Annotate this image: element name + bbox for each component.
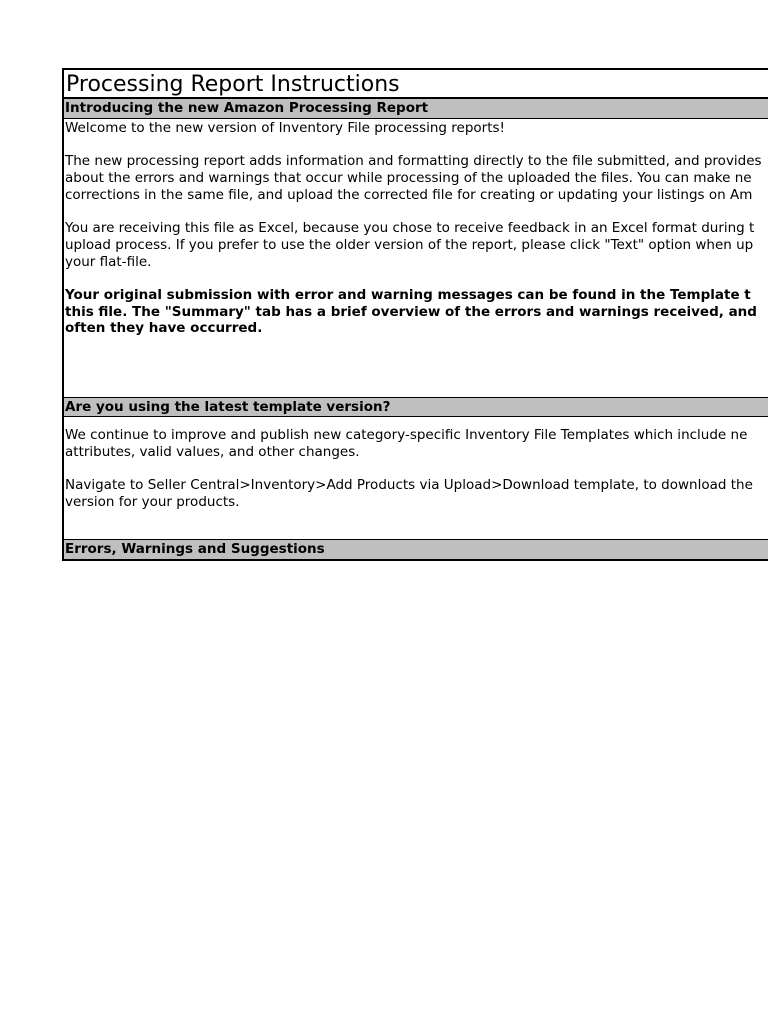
section-header-errors: Errors, Warnings and Suggestions — [64, 539, 768, 559]
template-paragraph-1-line-2: attributes, valid values, and other changes. — [65, 443, 360, 460]
intro-paragraph-3-line-3: your flat-file. — [65, 253, 152, 270]
section-header-intro: Introducing the new Amazon Processing Report — [64, 99, 768, 119]
intro-paragraph-4-line-3: often they have occurred. — [65, 320, 263, 337]
intro-paragraph-3-line-2: upload process. If you prefer to use the older version of the report, please click "Text" option when up — [65, 236, 754, 253]
template-paragraph-1-line-1: We continue to improve and publish new category-specific Inventory File Templates which include ne — [65, 427, 748, 443]
intro-paragraph-4-line-2: this file. The "Summary" tab has a brief overview of the errors and warnings received, and — [65, 303, 757, 320]
section-body-intro — [64, 119, 768, 397]
intro-paragraph-3-line-1: You are receiving this file as Excel, because you chose to receive feedback in an Excel format during t — [65, 220, 755, 237]
intro-paragraph-4-line-1: Your original submission with error and warning messages can be found in the Template t — [65, 286, 751, 303]
instructions-sheet — [62, 68, 768, 561]
template-paragraph-2-line-2: version for your products. — [65, 493, 240, 510]
intro-paragraph-2-line-2: about the errors and warnings that occur while processing of the uploaded the files. You can make ne — [65, 170, 752, 187]
intro-paragraph-2-line-3: corrections in the same file, and upload the corrected file for creating or updating your listings on Am — [65, 186, 753, 203]
intro-paragraph-2-line-1: The new processing report adds information and formatting directly to the file submitted, and provides — [65, 153, 762, 170]
page-title: Processing Report Instructions — [64, 70, 768, 99]
section-body-template — [64, 417, 768, 539]
section-header-template: Are you using the latest template version? — [64, 397, 768, 417]
template-paragraph-2-line-1: Navigate to Seller Central>Inventory>Add Products via Upload>Download template, to download the — [65, 477, 753, 494]
intro-paragraph-1: Welcome to the new version of Inventory File processing reports! — [65, 120, 505, 136]
